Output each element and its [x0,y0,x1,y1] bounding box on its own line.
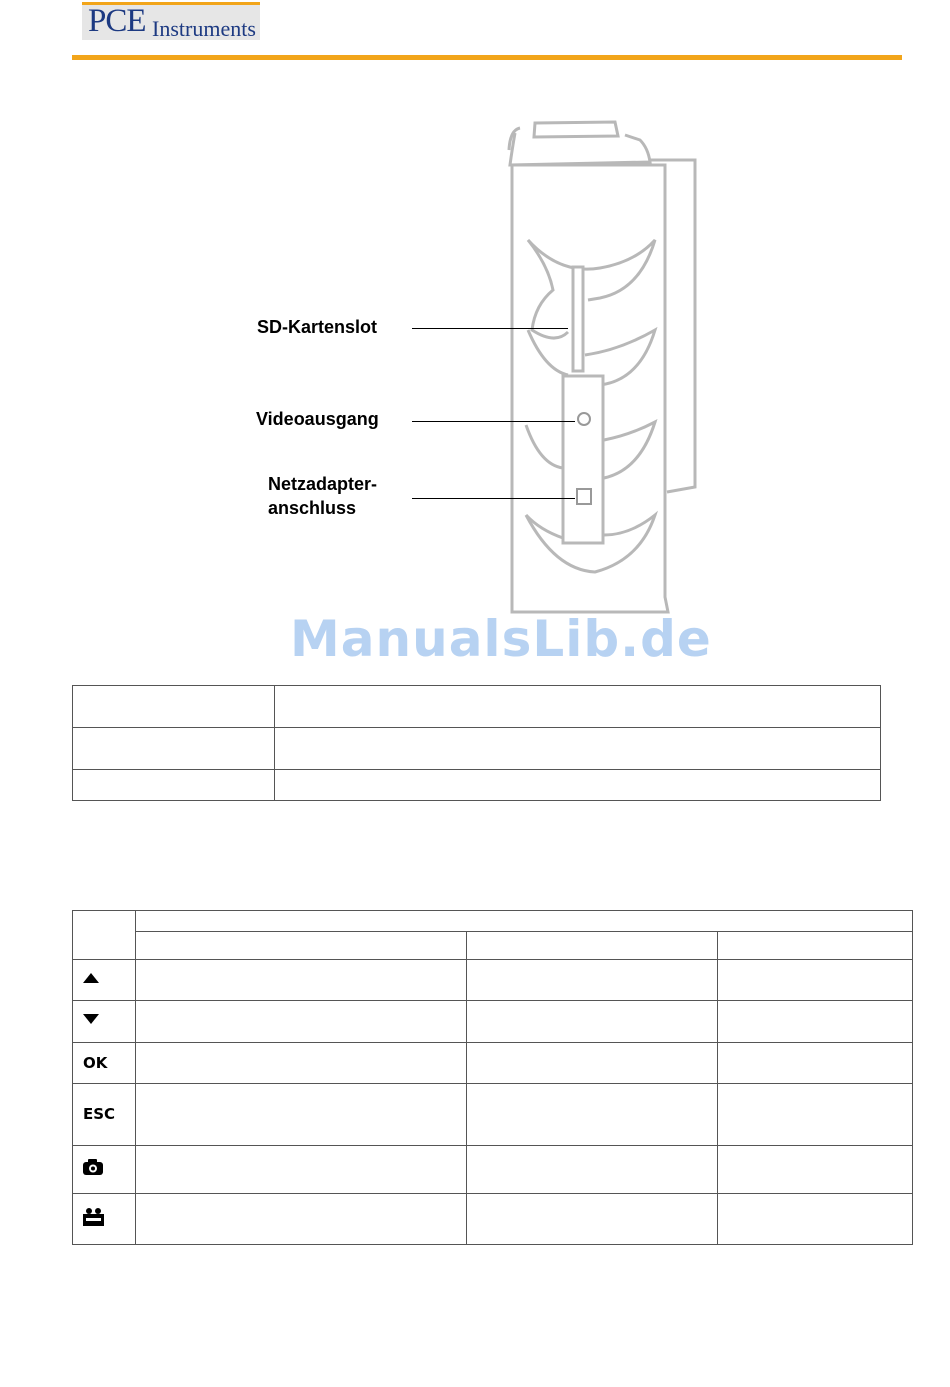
table-cell [136,1084,467,1146]
table-cell [467,1043,718,1084]
label-power-line1: Netzadapter- [268,474,378,494]
table-cell [73,770,275,801]
leader-video-out [412,421,575,422]
table-row [73,1084,913,1146]
table-cell [718,932,913,960]
table-cell [467,932,718,960]
table-cell [73,1146,136,1194]
table-row [73,686,881,728]
label-power-line2: anschluss [268,498,357,518]
table-header-row [73,911,913,932]
table-cell [718,1146,913,1194]
video-camera-icon [81,1207,107,1227]
logo-subtitle: Instruments [152,16,256,41]
esc-key: ESC [83,1105,116,1123]
table-cell [136,1001,467,1043]
video-out-port [578,413,590,425]
table-cell [73,686,275,728]
up-arrow-icon [81,971,101,985]
table-cell [467,960,718,1001]
table-cell [718,1043,913,1084]
leader-sd-slot [412,328,568,329]
down-arrow-icon [81,1012,101,1026]
table-cell [73,1194,136,1245]
table-cell [136,932,467,960]
port-block [563,376,603,543]
table-cell [73,728,275,770]
table-cell [73,1084,136,1146]
table-cell [136,1146,467,1194]
table-row [73,1194,913,1245]
table-subheader-row [73,932,913,960]
table-cell [73,1043,136,1084]
table-cell [467,1146,718,1194]
table-cell [718,960,913,1001]
table-cell [718,1001,913,1043]
table-cell [73,960,136,1001]
table-cell [718,1194,913,1245]
table-row [73,1043,913,1084]
table-cell [467,1001,718,1043]
table-row [73,1001,913,1043]
logo-brand: PCE [88,3,146,39]
label-video-out: Videoausgang [256,409,379,429]
watermark: ManualsLib.de [290,610,712,668]
table-cell [275,728,881,770]
power-port [577,489,591,504]
camera-icon [81,1158,105,1176]
table-row [73,770,881,801]
table-cell [718,1084,913,1146]
table-cell [467,1084,718,1146]
table-row [73,960,913,1001]
table-cell [73,1001,136,1043]
table-row [73,1146,913,1194]
table-cell [275,770,881,801]
button-function-table [72,910,913,1245]
ok-key: OK [83,1053,108,1072]
table-cell [136,1043,467,1084]
table-cell [136,960,467,1001]
label-sd-slot: SD-Kartenslot [257,317,378,337]
table-cell [136,911,913,932]
table-cell [467,1194,718,1245]
table-cell [136,1194,467,1245]
port-table [72,685,881,801]
table-row [73,728,881,770]
table-cell [275,686,881,728]
table-cell [73,911,136,960]
sd-slot-shape [573,267,583,371]
leader-power [412,498,575,499]
